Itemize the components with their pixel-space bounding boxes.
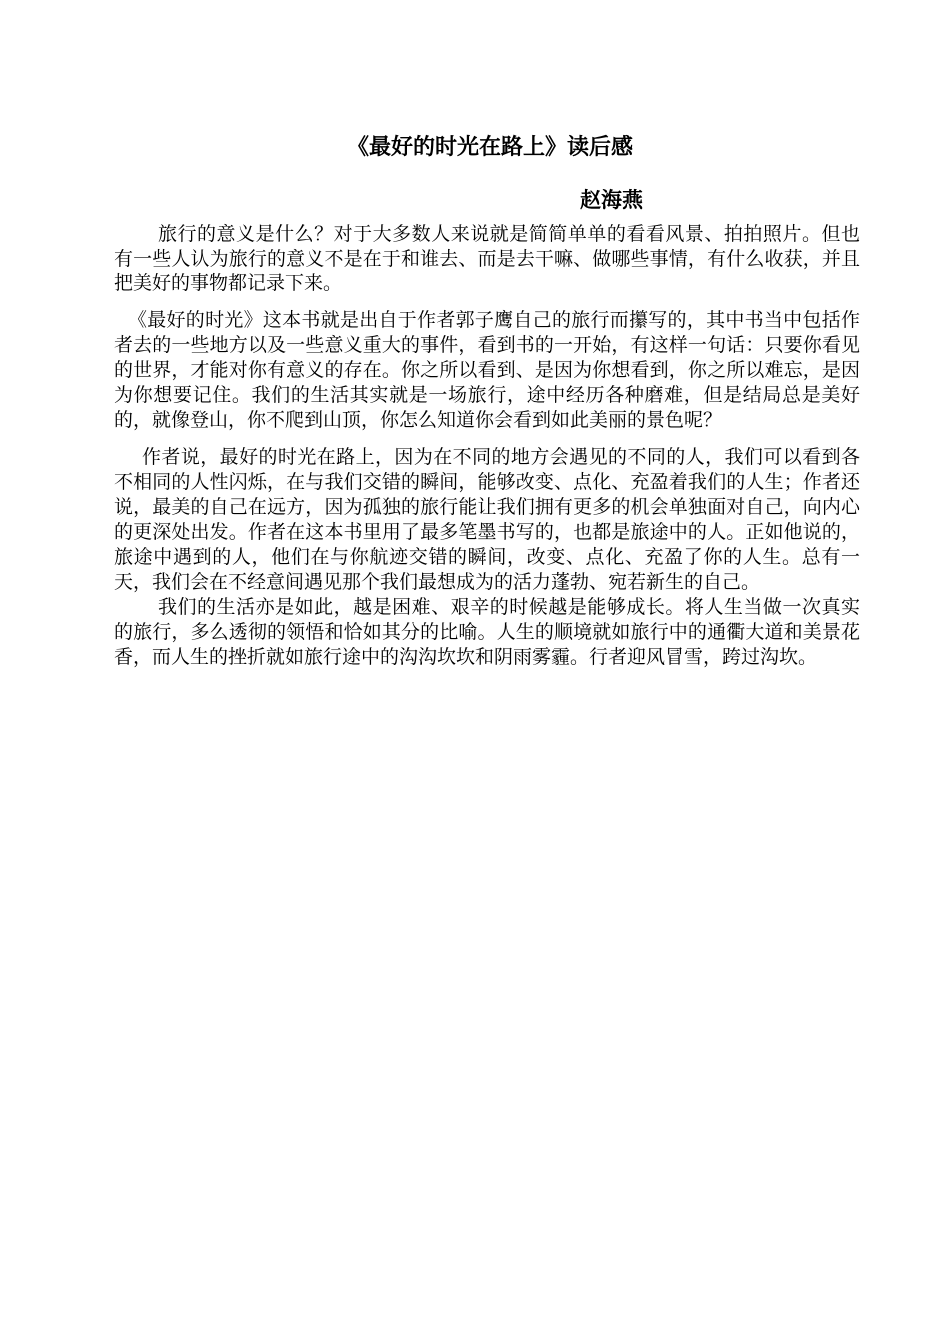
- document-body: [114, 222, 860, 670]
- paragraph-3: 作者说，最好的时光在路上，因为在不同的地方会遇见的不同的人，我们可以看到各不相同的人性闪烁，在与我们交错的瞬间，能够改变、点化、充盈着我们的人生；作者还说，最美的自己在远方，因为孤独的旅行能让我们拥有更多的机会单独面对自己，向内心的更深处出发。作者在这本书里用了最多笔墨书写的，也都是旅途中的人。正如他说的，旅途中遇到的人，他们在与你航迹交错的瞬间，改变、点化、充盈了你的人生。总有一天，我们会在不经意间遇见那个我们最想成为的活力蓬勃、宛若新生的自己。: [114, 445, 860, 593]
- document-title: 《最好的时光在路上》读后感: [346, 135, 633, 160]
- paragraph-1: 旅行的意义是什么？对于大多数人来说就是简简单单的看看风景、拍拍照片。但也有一些人认为旅行的意义不是在于和谁去、而是去干嘛、做哪些事情，有什么收获，并且把美好的事物都记录下来。: [114, 223, 860, 294]
- paragraph-4: 我们的生活亦是如此，越是困难、艰辛的时候越是能够成长。将人生当做一次真实的旅行，多么透彻的领悟和恰如其分的比喻。人生的顺境就如旅行中的通衢大道和美景花香，而人生的挫折就如旅行途中的沟沟坎坎和阴雨雾霾。行者迎风冒雪，跨过沟坎。: [114, 595, 860, 668]
- paragraph-2: 《最好的时光》这本书就是出自于作者郭子鹰自己的旅行而攥写的，其中书当中包括作者去的一些地方以及一些意义重大的事件，看到书的一开始，有这样一句话：只要你看见的世界，才能对你有意义的存在。你之所以看到、是因为你想看到，你之所以难忘，是因为你想要记住。我们的生活其实就是一场旅行，途中经历各种磨难，但是结局总是美好的，就像登山，你不爬到山顶，你怎么知道你会看到如此美丽的景色呢？: [114, 308, 860, 431]
- author-name: 赵海燕: [580, 188, 643, 212]
